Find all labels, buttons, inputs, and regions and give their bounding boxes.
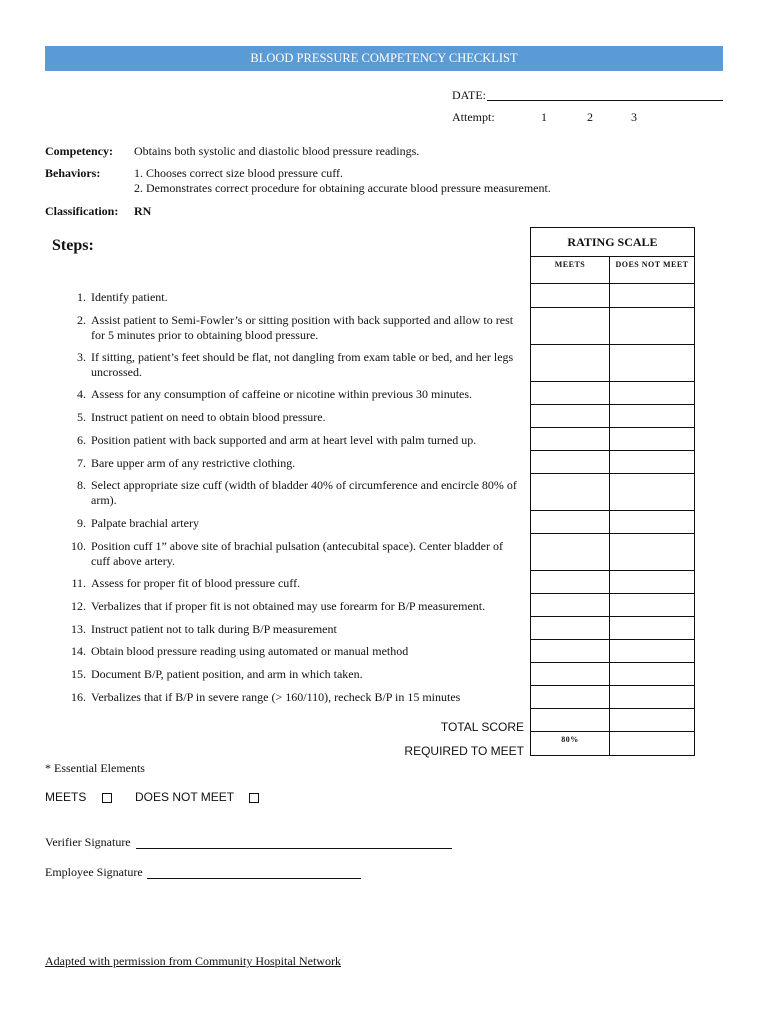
adapted-note: Adapted with permission from Community Hospital Network (45, 954, 341, 968)
meets-cell[interactable] (531, 284, 610, 308)
total-score-meets-cell[interactable] (531, 709, 610, 732)
behaviors-label: Behaviors: (45, 166, 101, 180)
does-not-meet-cell[interactable] (610, 308, 695, 345)
does-not-meet-cell[interactable] (610, 428, 695, 451)
does-not-meet-cell[interactable] (610, 663, 695, 686)
meets-cell[interactable] (531, 405, 610, 428)
meets-header: MEETS (531, 257, 610, 284)
meets-cell[interactable] (531, 640, 610, 663)
does-not-meet-cell[interactable] (610, 345, 695, 382)
does-not-meet-cell[interactable] (610, 534, 695, 571)
does-not-meet-cell[interactable] (610, 382, 695, 405)
meets-cell[interactable] (531, 534, 610, 571)
required-blank-cell (610, 732, 695, 756)
meets-cell[interactable] (531, 428, 610, 451)
does-not-meet-checkbox[interactable] (249, 793, 259, 803)
verifier-signature-label: Verifier Signature (45, 835, 131, 849)
meets-cell[interactable] (531, 308, 610, 345)
does-not-meet-cell[interactable] (610, 451, 695, 474)
does-not-meet-header: DOES NOT MEET (610, 257, 695, 284)
attempt-1[interactable]: 1 (541, 110, 547, 124)
behavior-item: 1. Chooses correct size blood pressure cuff. (134, 166, 344, 180)
employee-signature-field[interactable] (147, 866, 361, 879)
does-not-meet-cell[interactable] (610, 686, 695, 709)
meets-cell[interactable] (531, 594, 610, 617)
attempt-2[interactable]: 2 (587, 110, 593, 124)
competency-value: Obtains both systolic and diastolic blood pressure readings. (134, 144, 420, 158)
does-not-meet-cell[interactable] (610, 511, 695, 534)
verifier-signature-field[interactable] (136, 836, 452, 849)
does-not-meet-cell[interactable] (610, 571, 695, 594)
meets-cell[interactable] (531, 571, 610, 594)
rating-scale-table (530, 227, 695, 756)
classification-label: Classification: (45, 204, 119, 218)
does-not-meet-cell[interactable] (610, 284, 695, 308)
does-not-meet-cell[interactable] (610, 594, 695, 617)
behavior-item: 2. Demonstrates correct procedure for obtaining accurate blood pressure measurement. (134, 181, 551, 195)
meets-label: MEETS (45, 790, 87, 804)
steps-heading: Steps: (52, 237, 94, 254)
meets-option[interactable] (45, 790, 112, 804)
classification-value: RN (134, 204, 152, 218)
meets-cell[interactable] (531, 474, 610, 511)
employee-signature-label: Employee Signature (45, 865, 143, 879)
total-score-does-not-meet-cell[interactable] (610, 709, 695, 732)
meets-cell[interactable] (531, 345, 610, 382)
does-not-meet-cell[interactable] (610, 405, 695, 428)
total-score-label: TOTAL SCORE (440, 720, 524, 734)
attempt-3[interactable]: 3 (631, 110, 637, 124)
meets-cell[interactable] (531, 382, 610, 405)
competency-label: Competency: (45, 144, 113, 158)
form-title: BLOOD PRESSURE COMPETENCY CHECKLIST (45, 46, 723, 71)
date-label: DATE: (452, 88, 486, 102)
meets-cell[interactable] (531, 511, 610, 534)
meets-cell[interactable] (531, 617, 610, 640)
does-not-meet-option[interactable] (135, 790, 259, 804)
rating-scale-title: RATING SCALE (531, 228, 695, 257)
does-not-meet-cell[interactable] (610, 617, 695, 640)
does-not-meet-cell[interactable] (610, 474, 695, 511)
meets-cell[interactable] (531, 451, 610, 474)
does-not-meet-cell[interactable] (610, 640, 695, 663)
essential-elements-note: * Essential Elements (45, 761, 145, 775)
date-field[interactable] (487, 88, 723, 101)
does-not-meet-label: DOES NOT MEET (135, 790, 234, 804)
required-value: 80% (531, 732, 610, 756)
attempt-label: Attempt: (452, 110, 495, 124)
meets-checkbox[interactable] (102, 793, 112, 803)
required-to-meet-label: REQUIRED TO MEET (404, 744, 524, 758)
meets-cell[interactable] (531, 663, 610, 686)
meets-cell[interactable] (531, 686, 610, 709)
